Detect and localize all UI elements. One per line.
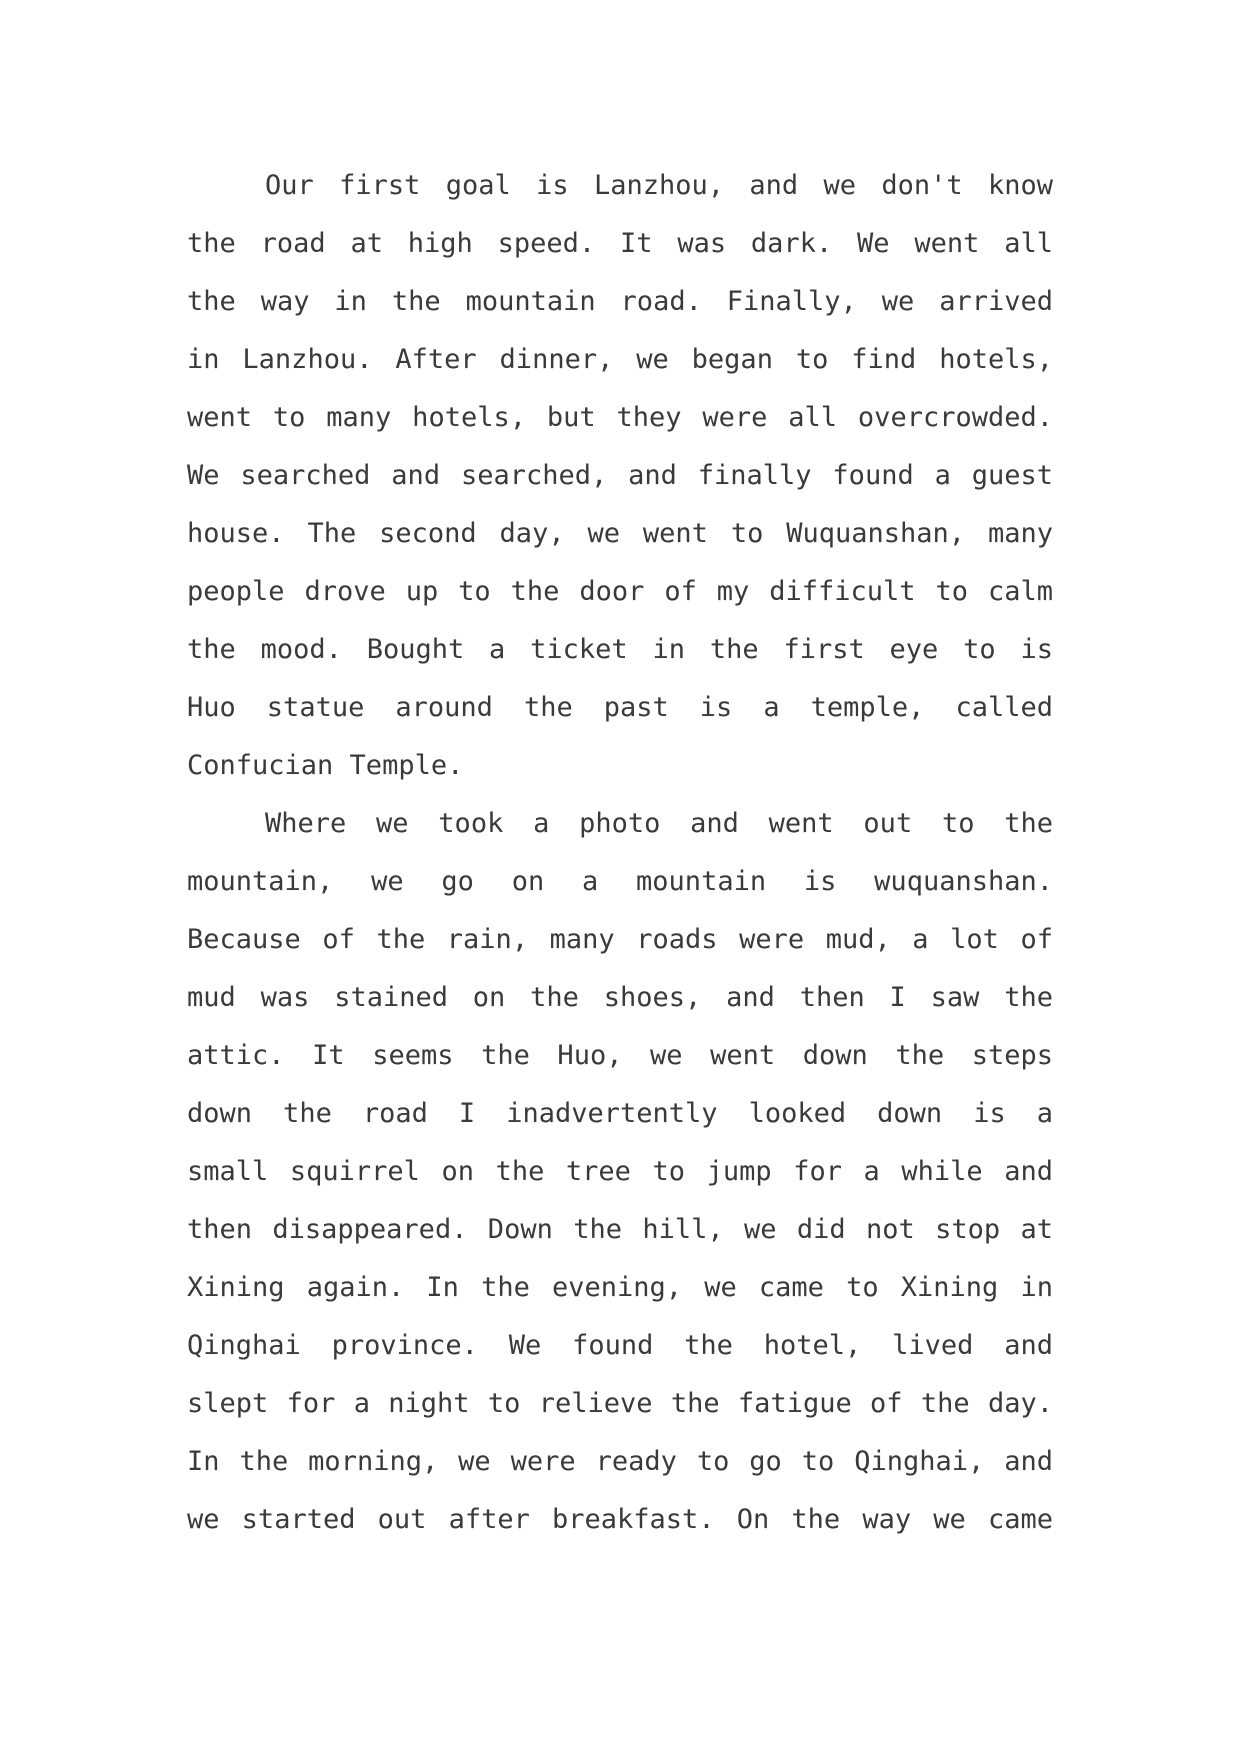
text-line: the road at high speed. It was dark. We went all: [187, 228, 1053, 259]
text-line: Because of the rain, many roads were mud, a lot of: [187, 924, 1053, 955]
text-line: In the morning, we were ready to go to Qinghai, and: [187, 1446, 1053, 1477]
text-line: Qinghai province. We found the hotel, lived and: [187, 1330, 1053, 1361]
text-line: then disappeared. Down the hill, we did not stop at: [187, 1214, 1053, 1245]
text-line: mud was stained on the shoes, and then I saw the: [187, 982, 1053, 1013]
paragraph-1: [187, 157, 1053, 795]
text-line: attic. It seems the Huo, we went down the steps: [187, 1040, 1053, 1071]
text-line: slept for a night to relieve the fatigue of the day.: [187, 1388, 1053, 1419]
text-line: Confucian Temple.: [187, 750, 464, 781]
text-line: mountain, we go on a mountain is wuquanshan.: [187, 866, 1053, 897]
body-text: [187, 157, 1053, 1549]
text-line: people drove up to the door of my difficult to calm: [187, 576, 1053, 607]
text-line: we started out after breakfast. On the way we came: [187, 1504, 1053, 1535]
text-line: the way in the mountain road. Finally, we arrived: [187, 286, 1053, 317]
text-line: Xining again. In the evening, we came to Xining in: [187, 1272, 1053, 1303]
text-line: small squirrel on the tree to jump for a while and: [187, 1156, 1053, 1187]
text-line: Our first goal is Lanzhou, and we don't know: [265, 170, 1053, 201]
text-line: Where we took a photo and went out to the: [265, 808, 1053, 839]
paragraph-2: [187, 795, 1053, 1549]
text-line: went to many hotels, but they were all overcrowded.: [187, 402, 1053, 433]
text-line: the mood. Bought a ticket in the first eye to is: [187, 634, 1053, 665]
text-line: Huo statue around the past is a temple, called: [187, 692, 1053, 723]
text-line: We searched and searched, and finally found a guest: [187, 460, 1053, 491]
text-line: house. The second day, we went to Wuquanshan, many: [187, 518, 1053, 549]
text-line: down the road I inadvertently looked down is a: [187, 1098, 1053, 1129]
text-line: in Lanzhou. After dinner, we began to find hotels,: [187, 344, 1053, 375]
